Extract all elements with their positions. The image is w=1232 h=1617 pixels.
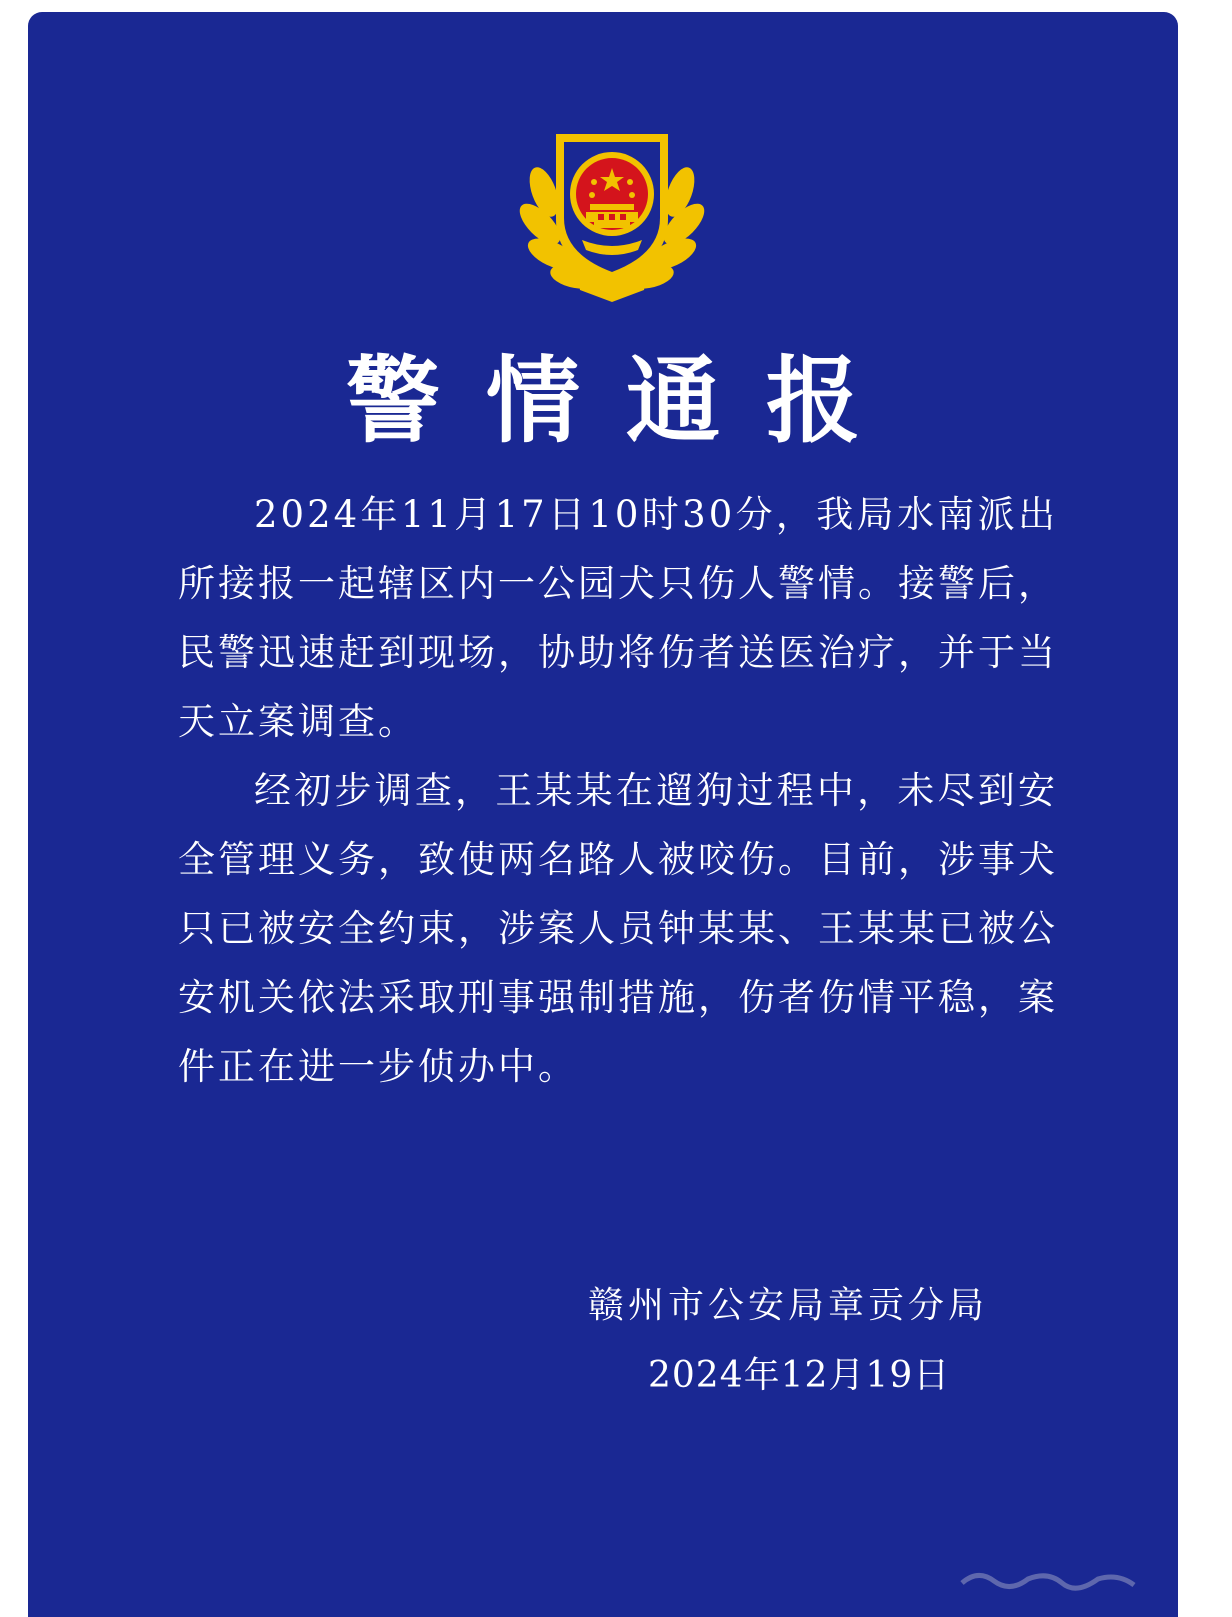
notice-paragraph-1: 2024年11月17日10时30分，我局水南派出所接报一起辖区内一公园犬只伤人警情。接警后，民警迅速赶到现场，协助将伤者送医治疗，并于当天立案调查。 (178, 493, 1058, 743)
notice-paragraph-2: 经初步调查，王某某在遛狗过程中，未尽到安全管理义务，致使两名路人被咬伤。目前，涉事犬只已被安全约束，涉案人员钟某某、王某某已被公安机关依法采取刑事强制措施，伤者伤情平稳，案件正在进一步侦办中。 (178, 769, 1058, 1088)
notice-panel (28, 12, 1178, 1617)
issuing-agency: 赣州市公安局章贡分局 (588, 1285, 989, 1326)
watermark-icon (958, 1563, 1138, 1597)
police-emblem-icon (512, 112, 712, 312)
notice-title: 警情通报 (345, 347, 906, 456)
issue-date: 2024年12月19日 (648, 1355, 951, 1396)
